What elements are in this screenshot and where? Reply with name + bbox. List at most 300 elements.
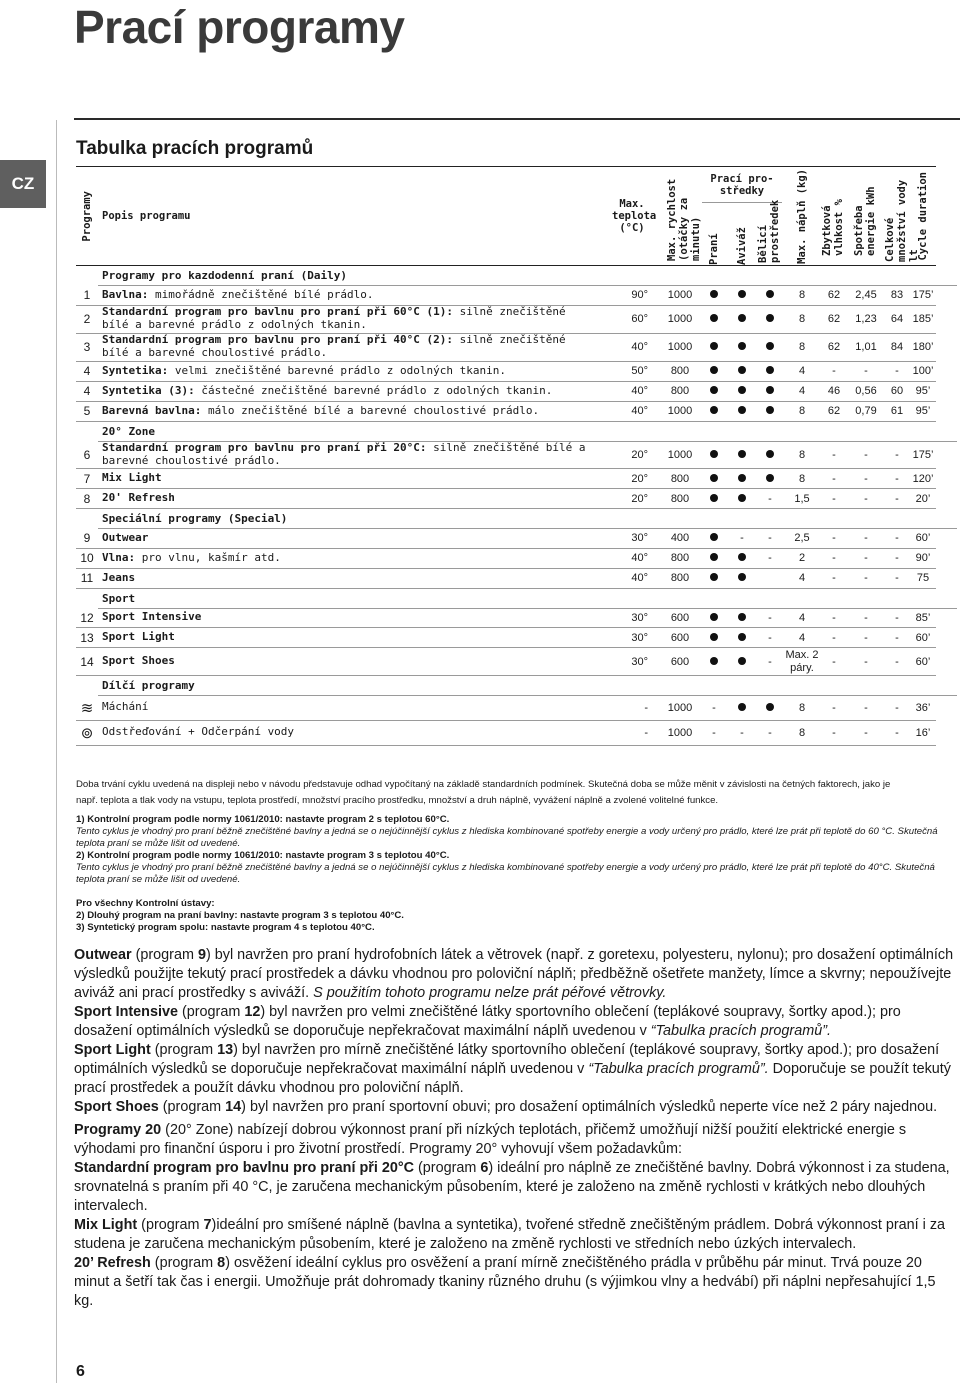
softener-cell bbox=[728, 696, 756, 721]
included-dot-icon bbox=[766, 366, 774, 374]
program-number: 6 bbox=[76, 441, 98, 469]
water-consumption-cell: 61 bbox=[884, 401, 910, 421]
program-name: Sport Light bbox=[102, 630, 175, 644]
wash-detergent-cell bbox=[700, 529, 728, 549]
duration-cell: 100’ bbox=[910, 361, 936, 381]
duration-cell: 75 bbox=[910, 568, 936, 588]
max-speed-cell: 1000 bbox=[660, 441, 700, 469]
program-number: 8 bbox=[76, 489, 98, 509]
header-bleach: Bělicí prostředek bbox=[757, 199, 782, 263]
included-dot-icon bbox=[766, 406, 774, 414]
residual-moisture-cell: - bbox=[820, 628, 848, 648]
margin-rule bbox=[56, 120, 57, 1383]
program-number: 11 bbox=[76, 568, 98, 588]
max-load-cell: 8 bbox=[784, 720, 820, 745]
energy-consumption-cell: - bbox=[848, 628, 884, 648]
duration-cell: 120’ bbox=[910, 469, 936, 489]
energy-consumption-cell: - bbox=[848, 696, 884, 721]
duration-cell: 85’ bbox=[910, 608, 936, 628]
section-title: Dílčí programy bbox=[98, 676, 957, 696]
section-title: Programy pro kazdodenní praní (Daily) bbox=[98, 266, 957, 286]
program-description bbox=[98, 381, 598, 401]
table-row bbox=[76, 548, 957, 568]
header-residual: Zbytková vlhkost % bbox=[820, 167, 848, 266]
residual-moisture-cell: - bbox=[820, 361, 848, 381]
included-dot-icon bbox=[738, 703, 746, 711]
energy-consumption-cell: - bbox=[848, 548, 884, 568]
program-number: 5 bbox=[76, 401, 98, 421]
residual-moisture-cell: 62 bbox=[820, 286, 848, 306]
program-description bbox=[98, 305, 598, 333]
max-load-cell: 4 bbox=[784, 568, 820, 588]
program-number: 12 bbox=[76, 608, 98, 628]
note-1-title: 1) Kontrolní program podle normy 1061/2010: nastavte program 2 s teplotou 60°C. bbox=[76, 814, 450, 825]
water-consumption-cell: - bbox=[884, 648, 910, 676]
wash-detergent-cell bbox=[700, 548, 728, 568]
wash-detergent-cell bbox=[700, 489, 728, 509]
table-row bbox=[76, 608, 957, 628]
water-consumption-cell: - bbox=[884, 696, 910, 721]
wash-detergent-cell bbox=[700, 469, 728, 489]
bleach-cell: - bbox=[756, 489, 784, 509]
program-description bbox=[98, 441, 598, 469]
water-consumption-cell: - bbox=[884, 361, 910, 381]
duration-cell: 95’ bbox=[910, 401, 936, 421]
header-softener: Aviváž bbox=[735, 226, 748, 265]
program-description bbox=[98, 489, 598, 509]
bleach-cell: - bbox=[756, 608, 784, 628]
program-description bbox=[98, 401, 598, 421]
max-load-cell: 4 bbox=[784, 381, 820, 401]
section-title: Sport bbox=[98, 588, 957, 608]
section-num-cell bbox=[76, 266, 98, 286]
included-dot-icon bbox=[738, 657, 746, 665]
included-dot-icon bbox=[710, 533, 718, 541]
max-temp-cell: 50° bbox=[598, 361, 660, 381]
program-number bbox=[76, 720, 98, 745]
wash-detergent-cell bbox=[700, 648, 728, 676]
max-temp-cell: 20° bbox=[598, 489, 660, 509]
residual-moisture-cell: - bbox=[820, 469, 848, 489]
max-speed-cell: 800 bbox=[660, 489, 700, 509]
wash-detergent-cell bbox=[700, 305, 728, 333]
table-row bbox=[76, 305, 957, 333]
wash-detergent-cell bbox=[700, 568, 728, 588]
program-detail: Odstřeďování + Odčerpání vody bbox=[102, 725, 295, 739]
program-detail: velmi znečištěné barevné prádlo z odolných tkanin. bbox=[168, 363, 506, 377]
sport-intensive-paragraph: Sport Intensive (program 12) byl navržen pro velmi znečištěné látky sportovního oblečení (teplákové soupravy, šortky apod.); pro dosažení optimálních výsledků se doporučuje nepřekračovat maximální náplň uvedenou v “Tabulka pracích programů”. bbox=[74, 1004, 901, 1039]
water-consumption-cell: - bbox=[884, 469, 910, 489]
residual-moisture-cell: - bbox=[820, 720, 848, 745]
note-all-title: Pro všechny Kontrolní ústavy: bbox=[76, 897, 215, 909]
table-row bbox=[76, 469, 957, 489]
energy-consumption-cell: 0,56 bbox=[848, 381, 884, 401]
softener-cell bbox=[728, 305, 756, 333]
bleach-cell: - bbox=[756, 628, 784, 648]
energy-consumption-cell: - bbox=[848, 720, 884, 745]
softener-cell: - bbox=[728, 529, 756, 549]
max-temp-cell: 30° bbox=[598, 628, 660, 648]
max-temp-cell: 30° bbox=[598, 529, 660, 549]
energy-consumption-cell: 0,79 bbox=[848, 401, 884, 421]
program-number: 13 bbox=[76, 628, 98, 648]
max-temp-cell: 40° bbox=[598, 568, 660, 588]
program-name: Syntetika (3): bbox=[102, 383, 195, 397]
section-row bbox=[76, 421, 957, 441]
wash-detergent-cell bbox=[700, 608, 728, 628]
energy-consumption-cell: 1,01 bbox=[848, 333, 884, 361]
included-dot-icon bbox=[738, 613, 746, 621]
max-temp-cell: 40° bbox=[598, 333, 660, 361]
header-max-temp: Max. teplota (°C) bbox=[598, 167, 660, 266]
sport-shoes-paragraph: Sport Shoes (program 14) byl navržen pro praní sportovní obuvi; pro dosažení optimálních výsledků neperte více než 2 páry najednou. bbox=[74, 1099, 938, 1115]
included-dot-icon bbox=[738, 494, 746, 502]
softener-cell bbox=[728, 489, 756, 509]
program-name: Standardní program pro bavlnu pro praní při 40°C (2): bbox=[102, 333, 453, 347]
table-row bbox=[76, 489, 957, 509]
max-load-cell: 2 bbox=[784, 548, 820, 568]
bleach-cell bbox=[756, 401, 784, 421]
table-row bbox=[76, 568, 957, 588]
duration-note-line-2: např. teplota a tlak vody na vstupu, teplota prostředí, množství pracího prostředku, množství a druh náplně, vyvážení náplně a zvolené volitelné funkce. bbox=[76, 794, 719, 806]
table-row bbox=[76, 361, 957, 381]
max-load-cell: 1,5 bbox=[784, 489, 820, 509]
included-dot-icon bbox=[710, 474, 718, 482]
table-row bbox=[76, 381, 957, 401]
included-dot-icon bbox=[710, 613, 718, 621]
max-temp-cell: 20° bbox=[598, 441, 660, 469]
included-dot-icon bbox=[738, 474, 746, 482]
program-name: 20' Refresh bbox=[102, 491, 175, 505]
wash-detergent-cell bbox=[700, 361, 728, 381]
table-title: Tabulka pracích programů bbox=[76, 138, 314, 159]
energy-consumption-cell: - bbox=[848, 489, 884, 509]
included-dot-icon bbox=[766, 314, 774, 322]
bleach-cell: - bbox=[756, 648, 784, 676]
max-load-cell: 4 bbox=[784, 361, 820, 381]
energy-consumption-cell: 2,45 bbox=[848, 286, 884, 306]
program-detail: málo znečištěné bílé a barevné choulostivé prádlo. bbox=[201, 403, 540, 417]
max-load-cell: 8 bbox=[784, 441, 820, 469]
program-description bbox=[98, 608, 598, 628]
program-description bbox=[98, 568, 598, 588]
energy-consumption-cell: - bbox=[848, 469, 884, 489]
energy-consumption-cell: - bbox=[848, 361, 884, 381]
softener-cell bbox=[728, 286, 756, 306]
included-dot-icon bbox=[710, 633, 718, 641]
program-description bbox=[98, 696, 598, 721]
water-consumption-cell: - bbox=[884, 548, 910, 568]
included-dot-icon bbox=[766, 703, 774, 711]
bleach-cell: - bbox=[756, 548, 784, 568]
wash-detergent-cell bbox=[700, 441, 728, 469]
residual-moisture-cell: 46 bbox=[820, 381, 848, 401]
duration-cell: 60’ bbox=[910, 648, 936, 676]
max-temp-cell: 60° bbox=[598, 305, 660, 333]
bleach-cell: - bbox=[756, 720, 784, 745]
note-1-text: Tento cyklus je vhodný pro praní běžně znečištěné bavlny a jedná se o nejúčinnější cyklus z hlediska kombinované spotřeby energie a vody určený pro prádlo, které lze prát při teplotě do 60 °C. Skutečná teplota praní se může lišit od uvedené. bbox=[76, 825, 938, 849]
program-name: Sport Intensive bbox=[102, 610, 202, 624]
page-number: 6 bbox=[76, 1363, 85, 1380]
softener-cell bbox=[728, 361, 756, 381]
table-row bbox=[76, 441, 957, 469]
program-number: 4 bbox=[76, 381, 98, 401]
refresh-paragraph: 20’ Refresh (program 8) osvěžení ideální cyklus pro osvěžení a praní mírně znečištěného prádla v průběhu pár minut. Trvá pouze 20 minut a šetří tak čas i energii. Umožňuje prát dohromady tkaniny různého druhu (s výjimkou vlny a hedvábí) při náplni nepřesahující 1,5 kg. bbox=[74, 1255, 936, 1309]
included-dot-icon bbox=[710, 342, 718, 350]
wash-detergent-cell bbox=[700, 628, 728, 648]
included-dot-icon bbox=[738, 553, 746, 561]
program-description bbox=[98, 648, 598, 676]
section-row bbox=[76, 266, 957, 286]
included-dot-icon bbox=[738, 366, 746, 374]
energy-consumption-cell: 1,23 bbox=[848, 305, 884, 333]
max-speed-cell: 600 bbox=[660, 648, 700, 676]
duration-cell: 180’ bbox=[910, 333, 936, 361]
spin-drain-icon: ⊚ bbox=[80, 724, 94, 742]
included-dot-icon bbox=[710, 657, 718, 665]
program-detail: silně znečištěné bílé a barevné choulostivé prádlo. bbox=[102, 441, 586, 467]
max-load-cell: 8 bbox=[784, 286, 820, 306]
wash-detergent-cell bbox=[700, 286, 728, 306]
bleach-cell bbox=[756, 469, 784, 489]
max-load-cell: Max. 2 páry. bbox=[785, 649, 819, 674]
included-dot-icon bbox=[710, 573, 718, 581]
max-speed-cell: 1000 bbox=[660, 286, 700, 306]
included-dot-icon bbox=[738, 573, 746, 581]
header-description: Popis programu bbox=[98, 167, 598, 266]
residual-moisture-cell: - bbox=[820, 608, 848, 628]
residual-moisture-cell: - bbox=[820, 568, 848, 588]
energy-consumption-cell: - bbox=[848, 529, 884, 549]
max-load-cell: 8 bbox=[784, 305, 820, 333]
program-name: Syntetika: bbox=[102, 363, 169, 377]
duration-note-line-1: Doba trvání cyklu uvedená na displeji nebo v návodu představuje odhad vypočítaný na základě standardních podmínek. Skutečná doba se může měnit v závislosti na četných faktorech, jako je bbox=[76, 779, 891, 790]
max-speed-cell: 1000 bbox=[660, 401, 700, 421]
program-number: 4 bbox=[76, 361, 98, 381]
included-dot-icon bbox=[766, 342, 774, 350]
program-number: 2 bbox=[76, 305, 98, 333]
header-detergents: Prací pro-středky Praní Aviváž Bělicí prostředek bbox=[700, 167, 784, 266]
included-dot-icon bbox=[738, 406, 746, 414]
section-title: 20° Zone bbox=[98, 421, 957, 441]
title-divider bbox=[74, 118, 960, 120]
residual-moisture-cell: - bbox=[820, 529, 848, 549]
program-number: 3 bbox=[76, 333, 98, 361]
included-dot-icon bbox=[738, 450, 746, 458]
included-dot-icon bbox=[710, 290, 718, 298]
water-consumption-cell: 83 bbox=[884, 286, 910, 306]
table-body bbox=[76, 266, 957, 746]
water-consumption-cell: - bbox=[884, 720, 910, 745]
section-num-cell bbox=[76, 676, 98, 696]
residual-moisture-cell: - bbox=[820, 648, 848, 676]
included-dot-icon bbox=[738, 386, 746, 394]
program-description bbox=[98, 333, 598, 361]
energy-consumption-cell: - bbox=[848, 648, 884, 676]
max-temp-cell: 40° bbox=[598, 548, 660, 568]
softener-cell bbox=[728, 648, 756, 676]
programs-20-paragraph: Programy 20 (20° Zone) nabízejí dobrou výkonnost praní při nízkých teplotách, přičemž umožňují nižší použití elektrické energie s výhodami pro finanční úsporu i pro životní prostředí. Programy 20° vyhovují všem požadavkům: bbox=[74, 1122, 907, 1157]
note-all-3: 3) Syntetický program spolu: nastavte program 4 s teplotou 40°C. bbox=[76, 921, 375, 933]
program-name: Sport Shoes bbox=[102, 654, 175, 668]
max-speed-cell: 1000 bbox=[660, 696, 700, 721]
included-dot-icon bbox=[710, 406, 718, 414]
softener-cell bbox=[728, 469, 756, 489]
program-name: Outwear bbox=[102, 530, 149, 544]
included-dot-icon bbox=[710, 450, 718, 458]
wash-detergent-cell bbox=[700, 333, 728, 361]
softener-cell: - bbox=[728, 720, 756, 745]
program-name: Jeans bbox=[102, 570, 136, 584]
program-name: Vlna: bbox=[102, 550, 136, 564]
included-dot-icon bbox=[710, 386, 718, 394]
program-name: Bavlna: bbox=[102, 287, 149, 301]
water-consumption-cell: 60 bbox=[884, 381, 910, 401]
max-speed-cell: 800 bbox=[660, 469, 700, 489]
program-number: 7 bbox=[76, 469, 98, 489]
bleach-cell bbox=[756, 361, 784, 381]
included-dot-icon bbox=[738, 290, 746, 298]
bleach-cell: - bbox=[756, 529, 784, 549]
program-detail: pro vlnu, kašmír atd. bbox=[135, 550, 281, 564]
duration-cell: 175’ bbox=[910, 286, 936, 306]
program-description bbox=[98, 469, 598, 489]
duration-cell: 185’ bbox=[910, 305, 936, 333]
softener-cell bbox=[728, 333, 756, 361]
program-detail: částečné znečištěné barevné prádlo z odolných tkanin. bbox=[194, 383, 553, 397]
residual-moisture-cell: 62 bbox=[820, 333, 848, 361]
program-name: Standardní program pro bavlnu pro praní při 60°C (1): bbox=[102, 305, 453, 319]
header-programs: Programy bbox=[76, 167, 98, 266]
control-program-notes bbox=[76, 814, 960, 934]
table-row bbox=[76, 696, 957, 721]
energy-consumption-cell: - bbox=[848, 608, 884, 628]
table-row bbox=[76, 333, 957, 361]
max-speed-cell: 1000 bbox=[660, 720, 700, 745]
program-description bbox=[98, 529, 598, 549]
program-description bbox=[98, 286, 598, 306]
header-max-load: Max. náplň (kg) bbox=[784, 167, 820, 266]
duration-cell: 60’ bbox=[910, 628, 936, 648]
softener-cell bbox=[728, 441, 756, 469]
max-speed-cell: 600 bbox=[660, 628, 700, 648]
included-dot-icon bbox=[710, 314, 718, 322]
included-dot-icon bbox=[710, 553, 718, 561]
table-row bbox=[76, 648, 957, 676]
included-dot-icon bbox=[766, 290, 774, 298]
program-number bbox=[76, 696, 98, 721]
duration-cell: 36’ bbox=[910, 696, 936, 721]
header-max-speed: Max. rychlost (otáčky za minutu) bbox=[660, 167, 700, 266]
header-water: Celkové množství vody lt bbox=[884, 167, 910, 266]
softener-cell bbox=[728, 381, 756, 401]
page-title: Prací programy bbox=[74, 1, 405, 53]
table-row bbox=[76, 529, 957, 549]
included-dot-icon bbox=[766, 386, 774, 394]
program-description bbox=[98, 720, 598, 745]
duration-cell: 60’ bbox=[910, 529, 936, 549]
water-consumption-cell: - bbox=[884, 489, 910, 509]
residual-moisture-cell: - bbox=[820, 696, 848, 721]
bleach-cell bbox=[756, 568, 784, 588]
max-temp-cell: 20° bbox=[598, 469, 660, 489]
section-title: Speciální programy (Special) bbox=[98, 509, 957, 529]
softener-cell bbox=[728, 608, 756, 628]
note-2-title: 2) Kontrolní program podle normy 1061/2010: nastavte program 3 s teplotou 40°C. bbox=[76, 849, 450, 861]
included-dot-icon bbox=[710, 366, 718, 374]
program-name: Standardní program pro bavlnu pro praní při 20°C: bbox=[102, 441, 427, 455]
bleach-cell bbox=[756, 286, 784, 306]
note-2-text: Tento cyklus je vhodný pro praní běžně znečištěné bavlny a jedná se o nejúčinnější cyklus z hlediska kombinované spotřeby energie a vody určený pro prádlo, které lze prát při teplotě do 40°C. Skutečná teplota praní se může lišit od uvedené. bbox=[76, 861, 935, 885]
included-dot-icon bbox=[738, 633, 746, 641]
max-speed-cell: 400 bbox=[660, 529, 700, 549]
max-temp-cell: - bbox=[598, 720, 660, 745]
water-consumption-cell: 64 bbox=[884, 305, 910, 333]
included-dot-icon bbox=[766, 450, 774, 458]
wash-detergent-cell bbox=[700, 401, 728, 421]
max-load-cell: 8 bbox=[784, 401, 820, 421]
section-row bbox=[76, 676, 957, 696]
duration-cell: 90’ bbox=[910, 548, 936, 568]
sport-light-paragraph: Sport Light (program 13) byl navržen pro mírně znečištěné látky sportovního oblečení (teplákové soupravy, šortky apod.); pro dosažení optimálních výsledků se doporučuje nepřekračovat maximální náplň uvedenou v “Tabulka pracích programů”. Doporučuje se použít tekutý prací prostředek a použít dávku vhodnou pro poloviční náplň. bbox=[74, 1042, 951, 1096]
max-temp-cell: 90° bbox=[598, 286, 660, 306]
water-consumption-cell: 84 bbox=[884, 333, 910, 361]
residual-moisture-cell: - bbox=[820, 548, 848, 568]
section-num-cell bbox=[76, 588, 98, 608]
program-description bbox=[98, 628, 598, 648]
max-load-cell: 4 bbox=[784, 628, 820, 648]
bleach-cell bbox=[756, 333, 784, 361]
table-row bbox=[76, 628, 957, 648]
softener-cell bbox=[728, 568, 756, 588]
softener-cell bbox=[728, 401, 756, 421]
max-speed-cell: 600 bbox=[660, 608, 700, 628]
max-temp-cell: - bbox=[598, 696, 660, 721]
included-dot-icon bbox=[738, 314, 746, 322]
max-load-cell: 8 bbox=[784, 333, 820, 361]
max-temp-cell: 30° bbox=[598, 648, 660, 676]
header-duration: Cycle duration bbox=[910, 167, 936, 266]
energy-consumption-cell: - bbox=[848, 568, 884, 588]
bleach-cell bbox=[756, 441, 784, 469]
water-consumption-cell: - bbox=[884, 441, 910, 469]
program-number: 10 bbox=[76, 548, 98, 568]
program-detail: silně znečištěné bílé a barevné choulostivé prádlo. bbox=[102, 333, 566, 359]
programs-table bbox=[76, 166, 957, 746]
water-consumption-cell: - bbox=[884, 568, 910, 588]
language-tab: CZ bbox=[0, 160, 46, 208]
mix-light-paragraph: Mix Light (program 7)ideální pro smíšené náplně (bavlna a syntetika), tvořené středně znečištěným prádlem. Dobrá výkonnost praní i za studena je zaručena mechanickým působením, které je založeno na změně rychlosti ve středních nebo úzkých intervalech. bbox=[74, 1217, 946, 1252]
header-wash: Praní bbox=[707, 232, 720, 265]
table-row bbox=[76, 720, 957, 745]
residual-moisture-cell: 62 bbox=[820, 401, 848, 421]
residual-moisture-cell: 62 bbox=[820, 305, 848, 333]
program-descriptions bbox=[74, 946, 958, 1311]
wash-detergent-cell: - bbox=[700, 696, 728, 721]
residual-moisture-cell: - bbox=[820, 489, 848, 509]
program-name: Barevná bavlna: bbox=[102, 403, 202, 417]
max-speed-cell: 1000 bbox=[660, 333, 700, 361]
max-load-cell: 8 bbox=[784, 469, 820, 489]
max-load-cell: 8 bbox=[784, 696, 820, 721]
wash-detergent-cell: - bbox=[700, 720, 728, 745]
program-number: 14 bbox=[76, 648, 98, 676]
duration-cell: 16’ bbox=[910, 720, 936, 745]
header-energy: Spotřeba energie kWh bbox=[848, 167, 884, 266]
softener-cell bbox=[728, 548, 756, 568]
duration-cell: 175’ bbox=[910, 441, 936, 469]
program-number: 1 bbox=[76, 286, 98, 306]
